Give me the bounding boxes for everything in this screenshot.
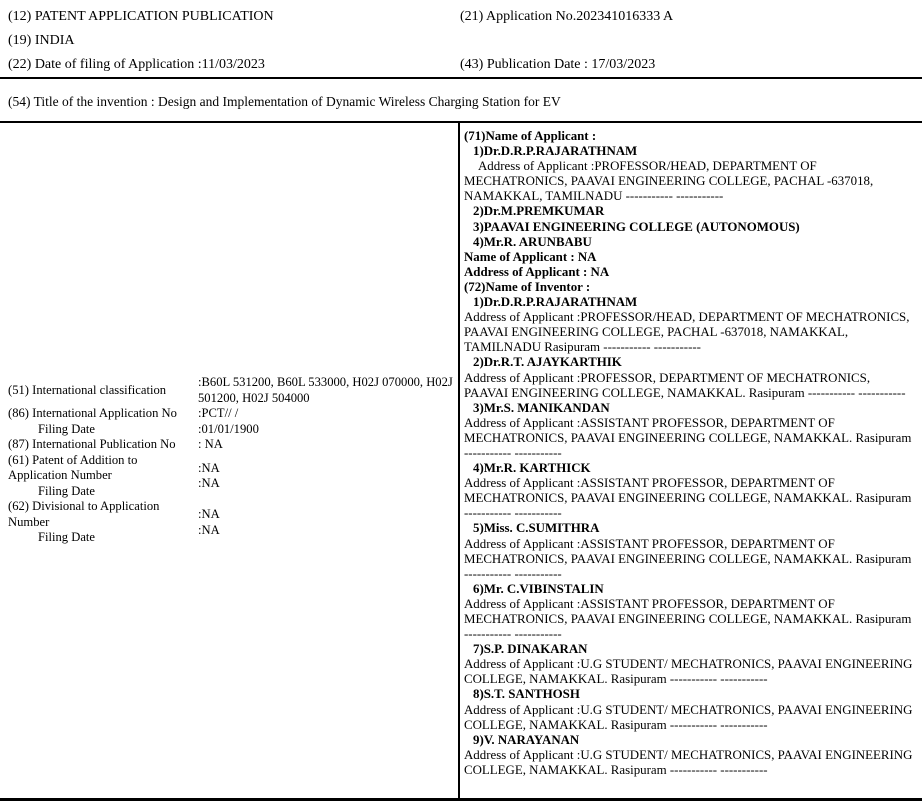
bibliographic-field-row	[8, 499, 458, 546]
applicant-name: 3)PAAVAI ENGINEERING COLLEGE (AUTONOMOUS)	[473, 219, 800, 234]
field-label-text: (86) International Application No	[8, 406, 177, 421]
inventor-list	[464, 295, 916, 778]
bibliographic-fields-column	[0, 123, 460, 798]
header-row	[8, 5, 914, 29]
field-value-text: :PCT// /	[198, 406, 239, 421]
field-label	[8, 406, 198, 422]
inventor-entry	[464, 461, 916, 521]
field-label	[8, 383, 198, 399]
field-value	[198, 437, 458, 453]
applicant-entry	[464, 235, 916, 250]
field-value	[198, 507, 458, 538]
inventor-name: 3)Mr.S. MANIKANDAN	[473, 400, 610, 415]
field-label-text: (51) International classification	[8, 383, 167, 397]
inventor-entry	[464, 582, 916, 642]
inventor-entry	[464, 521, 916, 581]
field-value2-text: :NA	[198, 476, 220, 490]
field-12-publication-type: (12) PATENT APPLICATION PUBLICATION	[8, 9, 274, 24]
field-label-text: (61) Patent of Addition to Application Number	[8, 452, 138, 483]
inventor-name: 8)S.T. SANTHOSH	[473, 687, 580, 702]
field-label	[8, 437, 198, 453]
bottom-divider	[0, 798, 922, 801]
bibliographic-field-row	[8, 453, 458, 500]
inventor-name: 4)Mr.R. KARTHICK	[473, 461, 591, 476]
field-label-text: (87) International Publication No	[8, 437, 176, 452]
inventor-address: Address of Applicant :ASSISTANT PROFESSOR, DEPARTMENT OF MECHATRONICS, PAAVAI ENGINEERING COLLEGE, NAMAKKAL. Rasipuram ----------- -----------	[464, 415, 912, 460]
inventor-name: 7)S.P. DINAKARAN	[473, 642, 588, 657]
inventor-entry	[464, 733, 916, 778]
header-row	[8, 53, 914, 77]
field-value	[198, 461, 458, 492]
field-value-text: :NA	[198, 460, 220, 475]
inventor-entry	[464, 355, 916, 400]
applicant-entry	[464, 204, 916, 219]
applicant-list	[464, 144, 916, 250]
applicant-entry	[464, 220, 916, 235]
field-value-text: :NA	[198, 507, 220, 521]
applicant-name: 2)Dr.M.PREMKUMAR	[473, 204, 605, 219]
inventor-address: Address of Applicant :ASSISTANT PROFESSOR, DEPARTMENT OF MECHATRONICS, PAAVAI ENGINEERING COLLEGE, NAMAKKAL. Rasipuram ----------- -----------	[464, 476, 912, 521]
field-value-text: : NA	[198, 437, 223, 452]
inventor-name: 2)Dr.R.T. AJAYKARTHIK	[473, 355, 622, 370]
field-22-filing-date: (22) Date of filing of Application :11/03/2023	[8, 57, 265, 72]
inventor-entry	[464, 687, 916, 732]
document-header	[0, 0, 922, 77]
header-spacer	[460, 29, 914, 53]
inventor-address: Address of Applicant :ASSISTANT PROFESSOR, DEPARTMENT OF MECHATRONICS, PAAVAI ENGINEERING COLLEGE, NAMAKKAL. Rasipuram ----------- -----------	[464, 596, 912, 642]
inventor-address: Address of Applicant :U.G STUDENT/ MECHATRONICS, PAAVAI ENGINEERING COLLEGE, NAMAKKAL. Rasipuram ----------- -----------	[464, 702, 913, 732]
field-value	[198, 422, 458, 438]
inventor-section-heading: (72)Name of Inventor :	[464, 279, 591, 294]
field-label-text: (62) Divisional to Application Number	[8, 499, 160, 529]
invention-title: (54) Title of the invention : Design and Implementation of Dynamic Wireless Charging Station for EV	[8, 94, 561, 109]
inventor-name: 1)Dr.D.R.P.RAJARATHNAM	[473, 295, 638, 310]
applicant-name: 4)Mr.R. ARUNBABU	[473, 234, 592, 249]
inventor-name: 9)V. NARAYANAN	[473, 732, 580, 747]
inventor-entry	[464, 295, 916, 355]
field-21-application-no: (21) Application No.202341016333 A	[460, 9, 674, 24]
inventor-name: 6)Mr. C.VIBINSTALIN	[473, 581, 604, 596]
field-value	[198, 375, 458, 406]
inventor-address: Address of Applicant :U.G STUDENT/ MECHATRONICS, PAAVAI ENGINEERING COLLEGE, NAMAKKAL. Rasipuram ----------- -----------	[464, 657, 913, 687]
field-value-text: :01/01/1900	[198, 421, 259, 436]
field-value	[198, 406, 458, 422]
parties-column	[460, 123, 922, 798]
inventor-entry	[464, 401, 916, 461]
inventor-entry	[464, 642, 916, 687]
field-label	[8, 453, 198, 500]
field-sublabel-text: Filing Date	[38, 530, 96, 545]
field-value2-text: :NA	[198, 522, 220, 537]
inventor-address: Address of Applicant :U.G STUDENT/ MECHATRONICS, PAAVAI ENGINEERING COLLEGE, NAMAKKAL. Rasipuram ----------- -----------	[464, 747, 913, 777]
applicant-section-heading: (71)Name of Applicant :	[464, 129, 597, 143]
field-value-text: :B60L 531200, B60L 533000, H02J 070000, H02J 501200, H02J 504000	[198, 375, 453, 405]
inventor-name: 5)Miss. C.SUMITHRA	[473, 521, 600, 536]
bibliographic-field-row	[8, 437, 458, 453]
field-sublabel-text: Filing Date	[38, 483, 96, 498]
bibliographic-table	[0, 123, 922, 798]
field-19-country: (19) INDIA	[8, 33, 75, 48]
field-label	[8, 499, 198, 546]
applicant-entry	[464, 144, 916, 204]
inventor-address: Address of Applicant :PROFESSOR, DEPARTMENT OF MECHATRONICS, PAAVAI ENGINEERING COLLEGE, NAMAKKAL. Rasipuram ----------- -----------	[464, 370, 906, 400]
na-applicant-address: Address of Applicant : NA	[464, 264, 610, 279]
bibliographic-field-row	[8, 406, 458, 422]
bibliographic-field-row	[8, 422, 458, 438]
applicant-name: 1)Dr.D.R.P.RAJARATHNAM	[473, 144, 638, 159]
inventor-address: Address of Applicant :PROFESSOR/HEAD, DEPARTMENT OF MECHATRONICS, PAAVAI ENGINEERING COLLEGE, PACHAL -637018, NAMAKKAL, TAMILNADU Rasipuram ----------- -----------	[464, 310, 910, 355]
na-applicant-name: Name of Applicant : NA	[464, 249, 597, 264]
field-43-publication-date: (43) Publication Date : 17/03/2023	[460, 57, 656, 72]
inventor-address: Address of Applicant :ASSISTANT PROFESSOR, DEPARTMENT OF MECHATRONICS, PAAVAI ENGINEERING COLLEGE, NAMAKKAL. Rasipuram ----------- -----------	[464, 536, 912, 581]
field-label	[8, 422, 198, 438]
field-sublabel-text: Filing Date	[38, 421, 96, 436]
bibliographic-field-row	[8, 375, 458, 406]
header-row	[8, 29, 914, 53]
applicant-address: Address of Applicant :PROFESSOR/HEAD, DEPARTMENT OF MECHATRONICS, PAAVAI ENGINEERING COLLEGE, PACHAL -637018, NAMAKKAL, TAMILNADU ----------- -----------	[464, 159, 874, 204]
